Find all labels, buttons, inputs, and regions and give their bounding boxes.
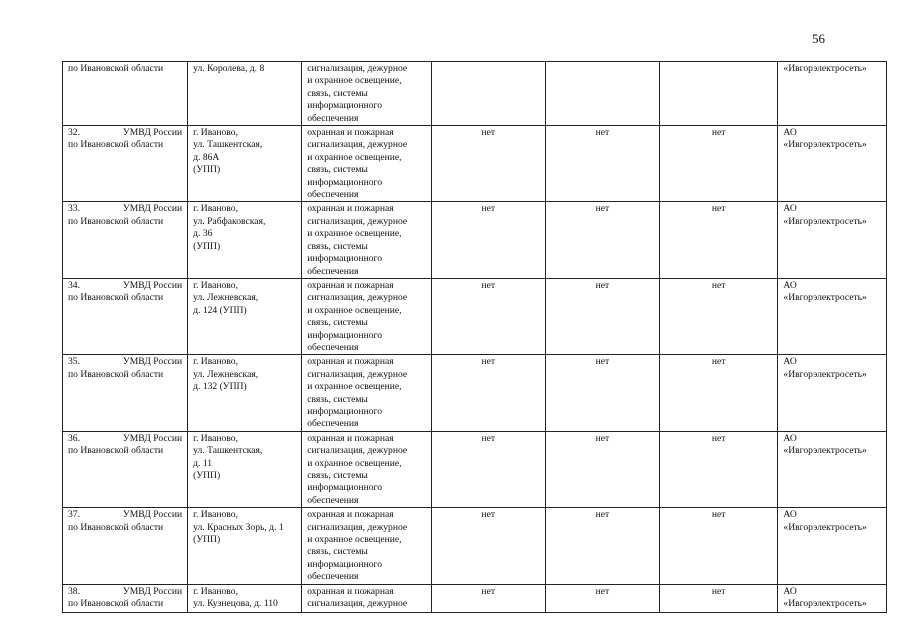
systems-cell-line: и охранное освещение, (307, 534, 402, 546)
org-name: УМВД России (122, 585, 183, 597)
address-cell (188, 584, 302, 612)
address-cell-line: г. Иваново, (193, 356, 238, 368)
address-cell-line: ул. Кузнецова, д. 110 (193, 598, 278, 610)
col4-cell: нет (431, 584, 545, 612)
operator-cell (778, 584, 887, 612)
operator-cell-line: «Ивгорэлектросеть» (783, 598, 867, 610)
col4-cell: нет (431, 508, 545, 584)
col6-cell: нет (659, 278, 778, 354)
org-cell (63, 278, 188, 354)
systems-cell-line: охранная и пожарная (307, 509, 394, 521)
systems-cell-line: информационного (307, 329, 383, 341)
org-region: по Ивановской области (68, 292, 164, 304)
col4-cell (431, 62, 545, 126)
systems-cell-line: сигнализация, дежурное (307, 215, 408, 227)
address-cell-line: г. Иваново, (193, 509, 238, 521)
operator-cell (778, 508, 887, 584)
col5-cell: нет (545, 126, 659, 202)
org-header-line (68, 203, 182, 215)
address-cell (188, 355, 302, 431)
address-cell-line: ул. Лежневская, (193, 292, 259, 304)
operator-cell-line: АО (783, 509, 797, 521)
systems-cell-line: информационного (307, 100, 383, 112)
systems-cell-line: и охранное освещение, (307, 228, 402, 240)
table-row (63, 431, 887, 507)
address-cell-line: ул. Лежневская, (193, 368, 259, 380)
systems-cell-line: связь, системы (307, 546, 368, 558)
operator-cell (778, 355, 887, 431)
systems-cell-line: связь, системы (307, 317, 368, 329)
table-row (63, 355, 887, 431)
col4-cell: нет (431, 126, 545, 202)
operator-cell-line: «Ивгорэлектросеть» (783, 521, 867, 533)
systems-cell-line: охранная и пожарная (307, 432, 394, 444)
col6-cell: нет (659, 584, 778, 612)
address-cell-line: д. 124 (УПП) (193, 304, 247, 316)
col4-cell: нет (431, 355, 545, 431)
systems-cell-line: сигнализация, дежурное (307, 368, 408, 380)
systems-cell-line: охранная и пожарная (307, 127, 394, 139)
systems-cell-line: и охранное освещение, (307, 304, 402, 316)
table-row (63, 584, 887, 612)
address-cell-line: ул. Рабфаковская, (193, 215, 266, 227)
org-region: по Ивановской области (68, 598, 164, 610)
operator-cell-line: АО (783, 356, 797, 368)
systems-cell-line: связь, системы (307, 240, 368, 252)
operator-cell-line: АО (783, 203, 797, 215)
table-row (63, 278, 887, 354)
systems-cell-line: информационного (307, 253, 383, 265)
col4-cell: нет (431, 278, 545, 354)
org-header-line (68, 586, 182, 598)
operator-cell (778, 202, 887, 278)
org-region: по Ивановской области (68, 521, 164, 533)
address-cell-line: д. 132 (УПП) (193, 381, 247, 393)
col5-cell: нет (545, 508, 659, 584)
systems-cell-line: информационного (307, 482, 383, 494)
operator-cell-line: «Ивгорэлектросеть» (783, 139, 867, 151)
systems-cell-line: и охранное освещение, (307, 75, 402, 87)
operator-cell-line: «Ивгорэлектросеть» (783, 215, 867, 227)
org-name: УМВД России (122, 203, 183, 215)
org-region: по Ивановской области (68, 63, 164, 74)
col6-cell: нет (659, 508, 778, 584)
org-header-line (68, 280, 182, 292)
address-cell-line: (УПП) (193, 164, 221, 176)
operator-cell-line: «Ивгорэлектросеть» (783, 368, 867, 380)
col5-cell: нет (545, 584, 659, 612)
col6-cell: нет (659, 126, 778, 202)
address-cell-line: ул. Ташкентская, (193, 445, 263, 457)
systems-cell-line: информационного (307, 405, 383, 417)
table-row (63, 508, 887, 584)
systems-cell-line: охранная и пожарная (307, 585, 394, 597)
address-cell-line: ул. Красных Зорь, д. 1 (193, 521, 284, 533)
org-header-line (68, 127, 182, 139)
col6-cell: нет (659, 431, 778, 507)
page-number: 56 (812, 31, 825, 46)
operator-cell-line: АО (783, 279, 797, 291)
address-cell-line: (УПП) (193, 534, 221, 546)
operator-cell (778, 126, 887, 202)
systems-cell-line: связь, системы (307, 87, 368, 99)
systems-cell-line: обеспечения (307, 112, 359, 124)
table-row (63, 202, 887, 278)
systems-cell-line: обеспечения (307, 571, 359, 583)
operator-cell (778, 62, 887, 126)
address-cell-line: д. 11 (193, 457, 213, 469)
col6-cell: нет (659, 355, 778, 431)
systems-cell-line: информационного (307, 558, 383, 570)
address-cell-line: г. Иваново, (193, 203, 238, 215)
systems-cell-line: обеспечения (307, 189, 359, 201)
row-number: 32. (68, 127, 80, 139)
org-region: по Ивановской области (68, 445, 164, 457)
col4-cell: нет (431, 431, 545, 507)
org-cell (63, 431, 188, 507)
col4-cell: нет (431, 202, 545, 278)
col5-cell: нет (545, 202, 659, 278)
row-number: 37. (68, 509, 80, 521)
address-cell-line: (УПП) (193, 240, 221, 252)
address-cell (188, 431, 302, 507)
operator-cell-line: АО (783, 585, 797, 597)
table-row (63, 126, 887, 202)
org-cell (63, 355, 188, 431)
row-number: 34. (68, 279, 80, 291)
operator-cell (778, 431, 887, 507)
col6-cell: нет (659, 202, 778, 278)
address-cell-line: д. 86А (193, 151, 220, 163)
col5-cell: нет (545, 278, 659, 354)
systems-cell-line: информационного (307, 176, 383, 188)
org-name: УМВД России (122, 509, 183, 521)
org-header-line (68, 433, 182, 445)
table-body (63, 62, 887, 613)
operator-cell-line: «Ивгорэлектросеть» (783, 292, 867, 304)
org-cell (63, 202, 188, 278)
org-region: по Ивановской области (68, 139, 164, 151)
address-cell (188, 508, 302, 584)
col5-cell: нет (545, 355, 659, 431)
systems-cell-line: сигнализация, дежурное (307, 139, 408, 151)
operator-cell-line: «Ивгорэлектросеть» (783, 445, 867, 457)
systems-cell-line: сигнализация, дежурное (307, 521, 408, 533)
address-cell-line: г. Иваново, (193, 127, 238, 139)
org-name: УМВД России (122, 356, 183, 368)
systems-cell-line: сигнализация, дежурное (307, 292, 408, 304)
systems-cell-line: обеспечения (307, 418, 359, 430)
operator-cell-line: АО (783, 432, 797, 444)
col5-cell (545, 62, 659, 126)
operator-cell-line: АО (783, 127, 797, 139)
address-cell (188, 126, 302, 202)
systems-cell-line: обеспечения (307, 341, 359, 353)
org-region: по Ивановской области (68, 215, 164, 227)
systems-cell-line: и охранное освещение, (307, 151, 402, 163)
row-number: 38. (68, 585, 80, 597)
address-cell-line: г. Иваново, (193, 432, 238, 444)
systems-cell-line: охранная и пожарная (307, 356, 394, 368)
systems-cell (302, 508, 432, 584)
systems-cell-line: и охранное освещение, (307, 381, 402, 393)
address-cell-line: ул. Ташкентская, (193, 139, 263, 151)
address-cell-line: (УПП) (193, 470, 221, 481)
address-cell (188, 278, 302, 354)
org-cell (63, 584, 188, 612)
address-cell-line: ул. Королева, д. 8 (193, 63, 265, 74)
address-cell-line: г. Иваново, (193, 279, 238, 291)
operator-cell (778, 278, 887, 354)
systems-cell-line: связь, системы (307, 393, 368, 405)
systems-cell-line: и охранное освещение, (307, 457, 402, 469)
systems-cell-line: сигнализация, дежурное (307, 598, 408, 610)
systems-cell-line: связь, системы (307, 164, 368, 176)
systems-cell-line: охранная и пожарная (307, 203, 394, 215)
org-cell (63, 508, 188, 584)
operator-cell-line: «Ивгорэлектросеть» (783, 63, 867, 74)
systems-cell-line: охранная и пожарная (307, 279, 394, 291)
address-cell (188, 202, 302, 278)
col6-cell (659, 62, 778, 126)
row-number: 36. (68, 432, 80, 444)
address-cell-line: г. Иваново, (193, 585, 238, 597)
systems-cell-line: сигнализация, дежурное (307, 63, 408, 74)
org-name: УМВД России (122, 432, 183, 444)
org-name: УМВД России (122, 279, 183, 291)
systems-cell (302, 126, 432, 202)
table-row (63, 62, 887, 126)
systems-cell-line: обеспечения (307, 494, 359, 506)
systems-cell (302, 62, 432, 126)
row-number: 35. (68, 356, 80, 368)
systems-cell-line: обеспечения (307, 265, 359, 277)
org-cell (63, 62, 188, 126)
org-name: УМВД России (122, 127, 183, 139)
systems-cell (302, 278, 432, 354)
systems-cell (302, 584, 432, 612)
address-cell-line: д. 36 (193, 228, 213, 240)
objects-table (62, 61, 887, 613)
org-header-line (68, 356, 182, 368)
systems-cell (302, 355, 432, 431)
systems-cell (302, 202, 432, 278)
row-number: 33. (68, 203, 80, 215)
org-cell (63, 126, 188, 202)
col5-cell: нет (545, 431, 659, 507)
org-region: по Ивановской области (68, 368, 164, 380)
address-cell (188, 62, 302, 126)
org-header-line (68, 509, 182, 521)
systems-cell-line: связь, системы (307, 470, 368, 481)
systems-cell (302, 431, 432, 507)
systems-cell-line: сигнализация, дежурное (307, 445, 408, 457)
